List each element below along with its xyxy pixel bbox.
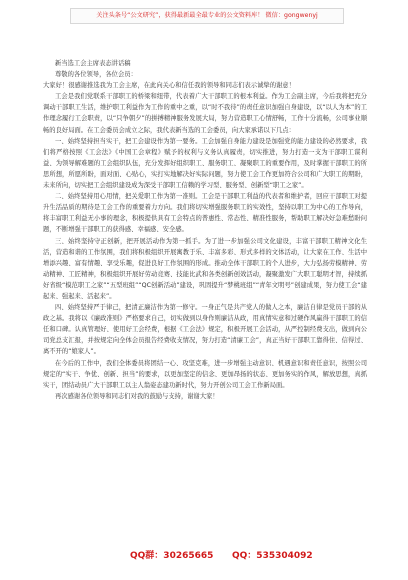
- footer-contact: [0, 548, 408, 562]
- document-body: [43, 58, 367, 402]
- paragraph-closing: 在今后的工作中，我们全体委员将团结一心、攻坚克难，进一步增强主动意识、机遇意识和责任意识，按照公司规定的“实干、争优、创新、担当”的要求，以更加坚定的信念、更加昂扬的状态、更加务实的作风，解放思想，真抓实干，团结动员广大干部职工以主人翁姿态建功新时代，努力开创公司工会工作新局面。: [43, 359, 367, 389]
- header-banner: 关注头条号“公文研究”，获得最新最全最专业的公文资料库！ 微信：gongwenyj: [70, 8, 344, 24]
- paragraph-point-4: 四、始终坚持严于律己，把清正廉洁作为第一修守。一身正气是共产党人的做人之本，廉洁自律是党员干部的从政之基。我将以《廉政准则》严格要求自己，切实做到以身作则廉洁从政，用真情实意和过硬作风赢得干部职工的信任和口碑。认真管理好、使用好工会经费，根据《工会法》规定，积极开展工会活动，从严控制经费支出，做到向公司党总支汇报，并按规定向全体会员报告经费收支情况，努力打造“清廉工会”，真正当好干部职工靠得住、信得过、离不开的“娘家人”。: [43, 304, 367, 356]
- paragraph-greeting: 大家好！很感谢推选我为工会主席，在此向关心和信任我的领导和同志们表示诚挚的谢意！: [43, 82, 295, 90]
- paragraph-point-3: 三、始终坚持守正创新，把开展活动作为第一抓手。为了进一步加强公司文化建设，丰富干部职工精神文化生活，营造和谐的工作氛围，我们将积极组织开展寓教于乐、丰富多彩、形式多样的文体活动，让大家在工作、生活中增添兴趣、富有情趣、享受乐趣，促进良好工作氛围的形成。推动全体干部职工的个人进步，大力弘扬劳模精神、劳动精神、工匠精神，积极组织开展好劳动竞赛、技能比武和各类创新创效活动，凝聚激发广大职工聪明才智，持续抓好省级“模范职工之家”“五型班组”“QC创新活动”建设，巩固提升“梦桃班组”“青年文明号”创建成果，努力使工会“建起来、强起来、活起来”。: [43, 237, 367, 300]
- paragraph-thanks: 再次感谢各位领导和同志们对我的鼓励与支持，谢谢大家！: [55, 392, 219, 400]
- document-title: 新当选工会主席表态讲话稿: [55, 60, 131, 67]
- salutation: 尊敬的各位领导，各位会员：: [55, 71, 137, 79]
- paragraph-point-1: 一、始终坚持担当实干，把工会建设作为第一要务。工会加强自身能力建设是加强党的能力建设的必然要求，我们将严格按照《工会法》《中国工会章程》赋予的权利与义务认真履责，切实推进，努力打造一支为干部职工谋利益、为领导解难题的工会组织队伍，充分发挥好组织职工、服务职工、凝聚职工的重要作用，及时掌握干部职工的所思所想，所愿所盼，面对面、心贴心，实打实地解决好实际问题，努力使工会工作更加符合公司和广大职工的期盼，未来所向，切实把工会组织建设成为深受干部职工信赖的学习型、服务型、创新型“职工之家”。: [43, 137, 367, 190]
- footer-qq-group: QQ群：30265665: [130, 551, 214, 561]
- footer-qq-number: QQ：535304092: [232, 551, 313, 561]
- paragraph-intro: 工会是我们党联系干部职工的桥梁和纽带，代表着广大干部职工的根本利益。作为工会副主席，今后我将把充分调动干部职工生活，维护职工利益作为工作的重中之重，以“时不我待”的责任意识加强自身建设，以“以人为本”的工作理念履行工会职责，以“只争朝夕”的拼搏精神服务发展大局，努力营造职工心情舒畅，工作十分流畅，公司事业顺畅的良好局面。在工会委员会成立之际，我代表新当选的工会委员，向大家承诺以下几点：: [43, 93, 367, 134]
- paragraph-point-2: 二、始终坚持用心用情，把关爱职工作为第一准则。工会是干部职工利益的代表者和维护者，回应干部职工对提升生活品质的期待是工会工作的重要着力方向。我们将切实增强服务职工的实效性，坚持以职工为中心的工作导向，将丰富职工利益无小事的理念，积极提供具有工会特点的普惠性、常态性、精准性服务，帮助职工解决好急难愁盼问题，不断增强干部职工的获得感、幸福感、安全感。: [43, 193, 367, 234]
